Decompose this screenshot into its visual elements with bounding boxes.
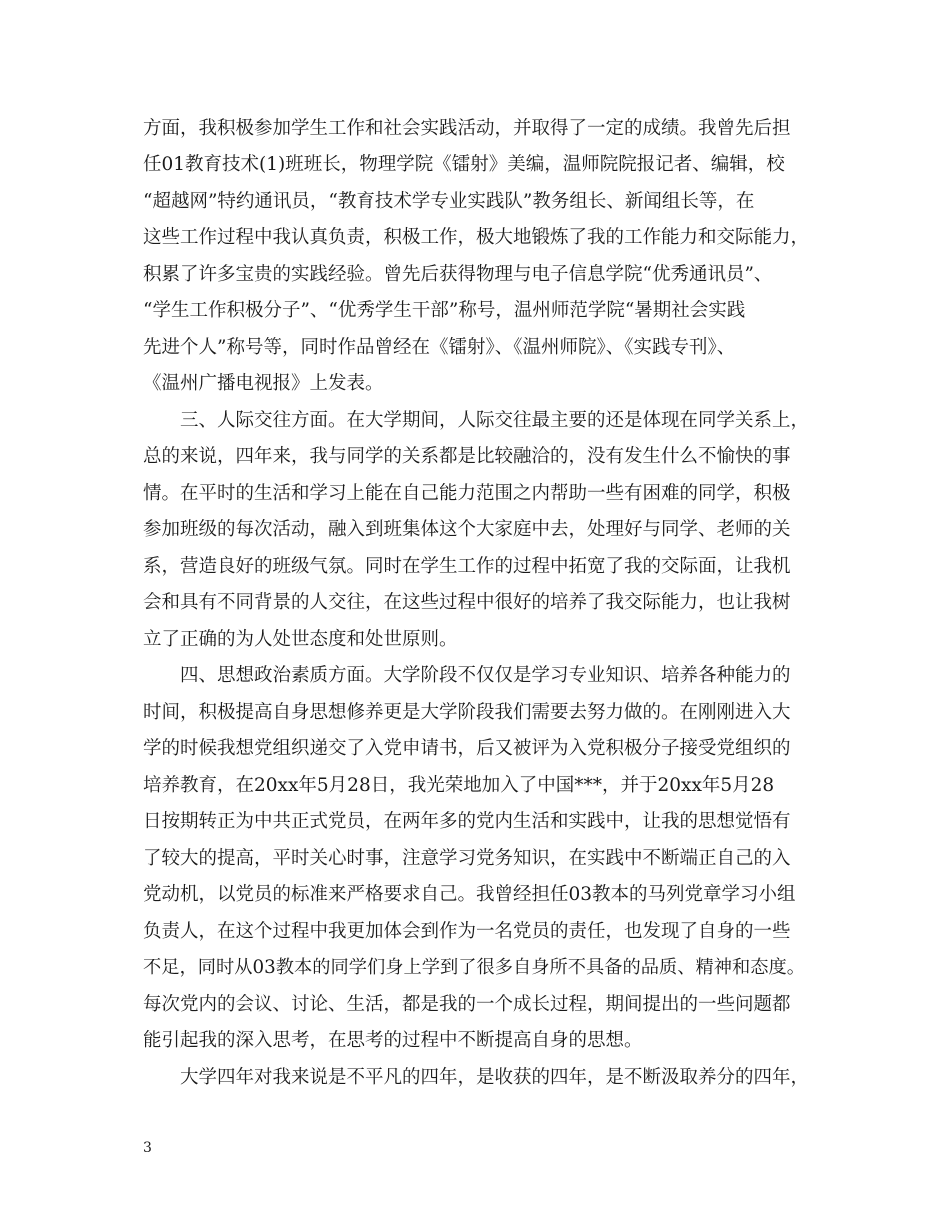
text-line: 会和具有不同背景的人交往，在这些过程中很好的培养了我交际能力，也让我树 (143, 592, 791, 613)
text-line: 参加班级的每次活动，融入到班集体这个大家庭中去，处理好与同学、老师的关 (143, 519, 791, 540)
paragraph-start-line: 四、思想政治素质方面。大学阶段不仅仅是学习专业知识、培养各种能力的 (180, 665, 791, 686)
text-line: 能引起我的深入思考，在思考的过程中不断提高自身的思想。 (143, 1030, 643, 1051)
text-line: 日按期转正为中共正式党员，在两年多的党内生活和实践中，让我的思想觉悟有 (143, 811, 791, 832)
text-line: 负责人，在这个过程中我更加体会到作为一名党员的责任，也发现了自身的一些 (143, 921, 791, 942)
paragraph-start-line: 三、人际交往方面。在大学期间，人际交往最主要的还是体现在同学关系上， (180, 410, 810, 431)
text-line: “超越网”特约通讯员，“教育技术学专业实践队”教务组长、新闻组长等，在 (143, 191, 755, 212)
paragraph-start-line: 大学四年对我来说是不平凡的四年，是收获的四年，是不断汲取养分的四年， (180, 1067, 810, 1088)
text-line: 每次党内的会议、讨论、生活，都是我的一个成长过程，期间提出的一些问题都 (143, 994, 791, 1015)
text-line: 这些工作过程中我认真负责，积极工作，极大地锻炼了我的工作能力和交际能力， (143, 227, 810, 248)
text-line: 《温州广播电视报》上发表。 (143, 373, 384, 394)
text-line: 党动机，以党员的标准来严格要求自己。我曾经担任03教本的马列党章学习小组 (143, 884, 796, 905)
text-line: 总的来说，四年来，我与同学的关系都是比较融洽的，没有发生什么不愉快的事 (143, 446, 791, 467)
text-line: “学生工作积极分子”、“优秀学生干部”称号，温州师范学院“暑期社会实践 (143, 300, 746, 321)
text-line: 不足，同时从03教本的同学们身上学到了很多自身所不具备的品质、精神和态度。 (143, 957, 805, 978)
page-number: 3 (143, 1140, 152, 1156)
text-line: 学的时候我想党组织递交了入党申请书，后又被评为入党积极分子接受党组织的 (143, 738, 791, 759)
text-line: 培养教育，在20xx年5月28日，我光荣地加入了中国***，并于20xx年5月28 (143, 775, 775, 796)
text-line: 系，营造良好的班级气氛。同时在学生工作的过程中拓宽了我的交际面，让我机 (143, 556, 791, 577)
text-line: 任01教育技术(1)班班长，物理学院《镭射》美编，温师院院报记者、编辑，校 (143, 154, 785, 175)
text-line: 情。在平时的生活和学习上能在自己能力范围之内帮助一些有困难的同学，积极 (143, 483, 791, 504)
text-line: 积累了许多宝贵的实践经验。曾先后获得物理与电子信息学院“优秀通讯员”、 (143, 264, 773, 285)
text-line: 时间，积极提高自身思想修养更是大学阶段我们需要去努力做的。在刚刚进入大 (143, 702, 791, 723)
text-line: 方面，我积极参加学生工作和社会实践活动，并取得了一定的成绩。我曾先后担 (143, 118, 791, 139)
text-line: 了较大的提高，平时关心时事，注意学习党务知识，在实践中不断端正自己的入 (143, 848, 791, 869)
text-line: 先进个人”称号等，同时作品曾经在《镭射》、《温州师院》、《实践专刊》、 (143, 337, 736, 358)
text-line: 立了正确的为人处世态度和处世原则。 (143, 629, 458, 650)
